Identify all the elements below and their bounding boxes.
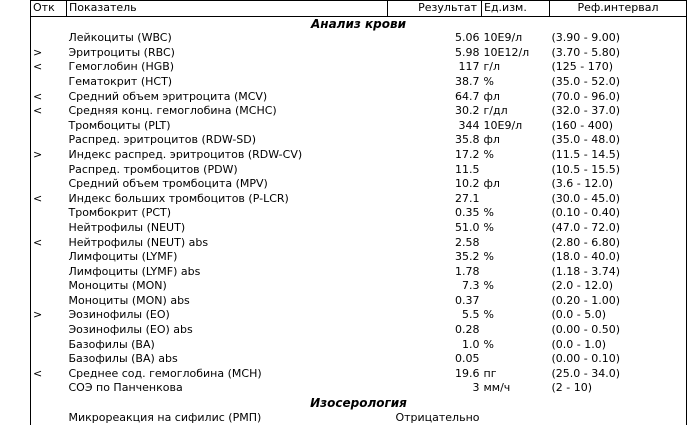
- unit-cell: фл: [483, 177, 500, 191]
- table-row: [31, 221, 687, 236]
- reference-cell: (2.80 - 6.80): [550, 236, 687, 251]
- flag-cell: [31, 352, 67, 367]
- indicator-cell: Базофилы (BA): [68, 337, 155, 351]
- flag-cell: [31, 75, 67, 90]
- reference-cell: (0.00 - 0.50): [550, 323, 687, 338]
- table-row: [31, 323, 687, 338]
- unit-cell: %: [483, 308, 494, 322]
- reference-cell: (1.18 - 3.74): [550, 265, 687, 280]
- indicator-cell: СОЭ по Панченкова: [68, 381, 183, 395]
- section-header: [31, 16, 687, 31]
- table-row: [31, 104, 687, 119]
- indicator-cell: Базофилы (BA) abs: [68, 352, 178, 366]
- reference-cell: (125 - 170): [550, 60, 687, 75]
- unit-cell: фл: [483, 89, 500, 103]
- result-cell: 10.2: [455, 177, 480, 191]
- result-cell: 35.8: [455, 133, 480, 147]
- indicator-cell: Микрореакция на сифилис (РМП): [68, 410, 262, 424]
- unit-cell: %: [483, 250, 494, 264]
- indicator-cell: Лейкоциты (WBC): [68, 31, 172, 45]
- reference-cell: (2 - 10): [550, 381, 687, 396]
- indicator-cell: Эритроциты (RBC): [68, 45, 175, 59]
- indicator-cell: Эозинофилы (EO) abs: [68, 323, 193, 337]
- table-row: [31, 90, 687, 105]
- table-row: [31, 294, 687, 309]
- indicator-cell: Нейтрофилы (NEUT) abs: [68, 235, 209, 249]
- flag-cell: <: [31, 90, 67, 105]
- flag-cell: [31, 265, 67, 280]
- result-cell: 51.0: [455, 220, 480, 234]
- unit-cell: г/дл: [483, 104, 508, 118]
- reference-cell: (35.0 - 52.0): [550, 75, 687, 90]
- table-row: [31, 236, 687, 251]
- reference-cell: (35.0 - 48.0): [550, 133, 687, 148]
- reference-cell: (30.0 - 45.0): [550, 192, 687, 207]
- indicator-cell: Гематокрит (HCT): [68, 74, 173, 88]
- flag-cell: >: [31, 148, 67, 163]
- indicator-cell: Средний объем эритроцита (MCV): [68, 89, 268, 103]
- flag-cell: [31, 119, 67, 134]
- flag-cell: [31, 250, 67, 265]
- result-cell: 0.05: [455, 352, 480, 366]
- unit-cell: фл: [483, 133, 500, 147]
- table-row: [31, 279, 687, 294]
- reference-cell: [550, 411, 687, 425]
- flag-cell: >: [31, 308, 67, 323]
- indicator-cell: Тромбоциты (PLT): [68, 118, 171, 132]
- reference-cell: (32.0 - 37.0): [550, 104, 687, 119]
- flag-cell: [31, 31, 67, 46]
- unit-cell: [482, 265, 550, 280]
- table-row: [31, 31, 687, 46]
- table-row: [31, 411, 687, 425]
- indicator-cell: Среднее сод. гемоглобина (MCH): [68, 366, 262, 380]
- flag-cell: [31, 381, 67, 396]
- table-row: [31, 75, 687, 90]
- flag-cell: [31, 221, 67, 236]
- result-cell: 11.5: [455, 162, 480, 176]
- indicator-cell: Лимфоциты (LYMF) abs: [68, 264, 201, 278]
- reference-cell: (47.0 - 72.0): [550, 221, 687, 236]
- unit-cell: [482, 163, 550, 178]
- unit-cell: пг: [483, 366, 497, 380]
- unit-cell: [482, 236, 550, 251]
- flag-cell: >: [31, 46, 67, 61]
- reference-cell: (2.0 - 12.0): [550, 279, 687, 294]
- unit-cell: [482, 192, 550, 207]
- unit-cell: %: [483, 220, 494, 234]
- result-cell: 30.2: [455, 104, 480, 118]
- indicator-cell: Средний объем тромбоцита (MPV): [68, 177, 268, 191]
- result-cell: 5.5: [462, 308, 480, 322]
- table-row: [31, 46, 687, 61]
- result-cell: 27.1: [455, 191, 480, 205]
- table-row: [31, 265, 687, 280]
- reference-cell: (0.10 - 0.40): [550, 206, 687, 221]
- reference-cell: (3.6 - 12.0): [550, 177, 687, 192]
- table-row: [31, 163, 687, 178]
- flag-cell: <: [31, 60, 67, 75]
- section-header: [31, 396, 687, 411]
- reference-cell: (11.5 - 14.5): [550, 148, 687, 163]
- result-cell: 117: [458, 60, 480, 74]
- unit-cell: %: [483, 74, 494, 88]
- indicator-cell: Лимфоциты (LYMF): [68, 250, 178, 264]
- reference-cell: (18.0 - 40.0): [550, 250, 687, 265]
- unit-cell: [482, 294, 550, 309]
- table-row: [31, 381, 687, 396]
- unit-cell: мм/ч: [483, 381, 511, 395]
- reference-cell: (160 - 400): [550, 119, 687, 134]
- result-cell: 1.0: [462, 337, 480, 351]
- flag-cell: [31, 163, 67, 178]
- reference-cell: (3.70 - 5.80): [550, 46, 687, 61]
- table-row: [31, 338, 687, 353]
- indicator-cell: Моноциты (MON): [68, 279, 167, 293]
- header-reference: Реф.интервал: [550, 1, 687, 17]
- unit-cell: %: [483, 279, 494, 293]
- result-cell: 35.2: [455, 250, 480, 264]
- table-row: [31, 148, 687, 163]
- result-cell: 0.35: [455, 206, 480, 220]
- result-cell: 38.7: [455, 74, 480, 88]
- flag-cell: [31, 294, 67, 309]
- unit-cell: %: [483, 337, 494, 351]
- table-row: [31, 250, 687, 265]
- result-cell: Отрицательно: [395, 410, 480, 424]
- result-cell: 0.37: [455, 293, 480, 307]
- header-indicator: Показатель: [67, 1, 388, 17]
- flag-cell: <: [31, 192, 67, 207]
- reference-cell: (0.0 - 5.0): [550, 308, 687, 323]
- result-cell: 19.6: [455, 366, 480, 380]
- lab-results-table: [30, 0, 687, 425]
- table-row: [31, 206, 687, 221]
- reference-cell: (0.0 - 1.0): [550, 338, 687, 353]
- unit-cell: [482, 323, 550, 338]
- indicator-cell: Индекс распред. эритроцитов (RDW-CV): [68, 147, 303, 161]
- unit-cell: 10E9/л: [483, 31, 523, 45]
- result-cell: 64.7: [455, 89, 480, 103]
- indicator-cell: Распред. тромбоцитов (PDW): [68, 162, 238, 176]
- header-result: Результат: [388, 1, 482, 17]
- flag-cell: [31, 279, 67, 294]
- table-row: [31, 308, 687, 323]
- table-row: [31, 367, 687, 382]
- flag-cell: [31, 411, 67, 425]
- table-row: [31, 192, 687, 207]
- result-cell: 0.28: [455, 323, 480, 337]
- table-row: [31, 60, 687, 75]
- result-cell: 7.3: [462, 279, 480, 293]
- reference-cell: (70.0 - 96.0): [550, 90, 687, 105]
- reference-cell: (3.90 - 9.00): [550, 31, 687, 46]
- table-header-row: [31, 1, 687, 17]
- result-cell: 5.06: [455, 31, 480, 45]
- table-row: [31, 177, 687, 192]
- result-cell: 2.58: [455, 235, 480, 249]
- result-cell: 17.2: [455, 147, 480, 161]
- flag-cell: [31, 133, 67, 148]
- result-cell: 3: [472, 381, 480, 395]
- unit-cell: г/л: [483, 60, 501, 74]
- section-title: Анализ крови: [31, 16, 687, 31]
- reference-cell: (25.0 - 34.0): [550, 367, 687, 382]
- unit-cell: 10E12/л: [483, 45, 530, 59]
- flag-cell: <: [31, 104, 67, 119]
- flag-cell: <: [31, 367, 67, 382]
- flag-cell: [31, 177, 67, 192]
- section-title: Изосерология: [31, 396, 687, 411]
- table-row: [31, 133, 687, 148]
- indicator-cell: Индекс больших тромбоцитов (P-LCR): [68, 191, 289, 205]
- header-flag: Отк: [31, 1, 67, 17]
- reference-cell: (0.20 - 1.00): [550, 294, 687, 309]
- indicator-cell: Тромбокрит (PCT): [68, 206, 172, 220]
- result-cell: 5.98: [455, 45, 480, 59]
- indicator-cell: Распред. эритроцитов (RDW-SD): [68, 133, 257, 147]
- table-row: [31, 119, 687, 134]
- indicator-cell: Средняя конц. гемоглобина (MCHC): [68, 104, 277, 118]
- reference-cell: (0.00 - 0.10): [550, 352, 687, 367]
- unit-cell: %: [483, 147, 494, 161]
- indicator-cell: Гемоглобин (HGB): [68, 60, 175, 74]
- flag-cell: [31, 206, 67, 221]
- indicator-cell: Моноциты (MON) abs: [68, 293, 190, 307]
- flag-cell: [31, 323, 67, 338]
- unit-cell: 10E9/л: [483, 118, 523, 132]
- result-cell: 344: [458, 118, 480, 132]
- unit-cell: [482, 411, 550, 425]
- unit-cell: %: [483, 206, 494, 220]
- indicator-cell: Эозинофилы (EO): [68, 308, 170, 322]
- unit-cell: [482, 352, 550, 367]
- header-unit: Ед.изм.: [482, 1, 550, 17]
- flag-cell: <: [31, 236, 67, 251]
- flag-cell: [31, 338, 67, 353]
- table-row: [31, 352, 687, 367]
- result-cell: 1.78: [455, 264, 480, 278]
- indicator-cell: Нейтрофилы (NEUT): [68, 220, 186, 234]
- reference-cell: (10.5 - 15.5): [550, 163, 687, 178]
